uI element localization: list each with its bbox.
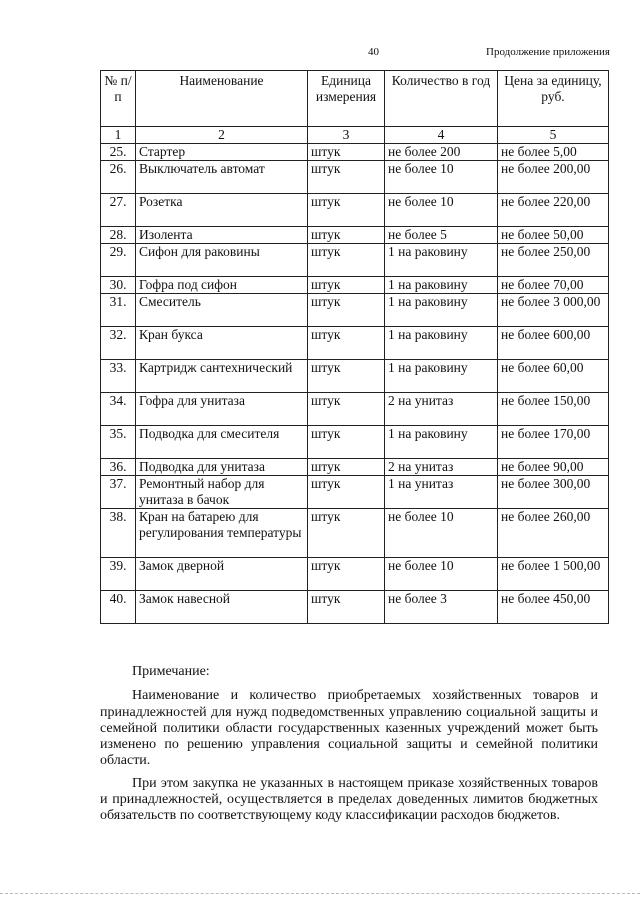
item-name: Замок навесной [136, 591, 308, 624]
item-price: не более 90,00 [498, 459, 609, 476]
item-name: Стартер [136, 144, 308, 161]
column-number: 3 [308, 127, 385, 144]
item-price: не более 220,00 [498, 194, 609, 227]
row-number: 36. [101, 459, 136, 476]
item-price: не более 60,00 [498, 360, 609, 393]
row-number: 34. [101, 393, 136, 426]
column-header-price: Цена за единицу, руб. [498, 71, 609, 127]
column-number: 2 [136, 127, 308, 144]
note-section [100, 664, 598, 825]
item-price: не более 300,00 [498, 476, 609, 509]
item-price: не более 5,00 [498, 144, 609, 161]
row-number: 32. [101, 327, 136, 360]
table-row [101, 426, 609, 459]
column-header-name: Наименование [136, 71, 308, 127]
item-quantity: 2 на унитаз [385, 393, 498, 426]
item-quantity: не более 5 [385, 227, 498, 244]
item-quantity: не более 10 [385, 558, 498, 591]
item-name: Сифон для раковины [136, 244, 308, 277]
item-name: Гофра под сифон [136, 277, 308, 294]
item-unit: штук [308, 476, 385, 509]
note-paragraph: Наименование и количество приобретаемых хозяйственных товаров и принадлежностей для нужд подведомственных управлению социальной защиты и семейной политики области государственных казенных учреждений может быть изменено по решению управления социальной защиты и семейной политики области. [100, 688, 598, 769]
table-row [101, 294, 609, 327]
item-unit: штук [308, 591, 385, 624]
item-quantity: 1 на раковину [385, 327, 498, 360]
row-number: 38. [101, 509, 136, 558]
item-name: Кран букса [136, 327, 308, 360]
column-header-quantity: Количество в год [385, 71, 498, 127]
item-quantity: 2 на унитаз [385, 459, 498, 476]
table-row [101, 327, 609, 360]
item-price: не более 600,00 [498, 327, 609, 360]
item-unit: штук [308, 509, 385, 558]
table-row [101, 509, 609, 558]
item-unit: штук [308, 227, 385, 244]
table-header-row [101, 71, 609, 127]
item-name: Кран на батарею для регулирования температуры [136, 509, 308, 558]
table-row [101, 360, 609, 393]
item-price: не более 3 000,00 [498, 294, 609, 327]
item-quantity: не более 10 [385, 161, 498, 194]
table-row [101, 144, 609, 161]
item-price: не более 250,00 [498, 244, 609, 277]
item-quantity: 1 на раковину [385, 244, 498, 277]
table-row [101, 591, 609, 624]
item-price: не более 70,00 [498, 277, 609, 294]
item-name: Гофра для унитаза [136, 393, 308, 426]
row-number: 28. [101, 227, 136, 244]
item-unit: штук [308, 360, 385, 393]
item-quantity: не более 3 [385, 591, 498, 624]
item-name: Выключатель автомат [136, 161, 308, 194]
table-row [101, 227, 609, 244]
row-number: 39. [101, 558, 136, 591]
item-unit: штук [308, 558, 385, 591]
item-quantity: не более 200 [385, 144, 498, 161]
continuation-note: Продолжение приложения [486, 46, 610, 58]
column-header-number: № п/п [101, 71, 136, 127]
item-name: Замок дверной [136, 558, 308, 591]
row-number: 29. [101, 244, 136, 277]
row-number: 27. [101, 194, 136, 227]
row-number: 25. [101, 144, 136, 161]
item-quantity: не более 10 [385, 509, 498, 558]
item-name: Изолента [136, 227, 308, 244]
item-unit: штук [308, 327, 385, 360]
item-unit: штук [308, 459, 385, 476]
table-row [101, 558, 609, 591]
item-quantity: 1 на раковину [385, 360, 498, 393]
page-number: 40 [368, 46, 379, 58]
item-name: Подводка для смесителя [136, 426, 308, 459]
page-bottom-divider [0, 893, 640, 894]
row-number: 31. [101, 294, 136, 327]
column-header-unit: Единица измерения [308, 71, 385, 127]
item-name: Подводка для унитаза [136, 459, 308, 476]
row-number: 33. [101, 360, 136, 393]
item-unit: штук [308, 426, 385, 459]
item-price: не более 1 500,00 [498, 558, 609, 591]
note-paragraph: При этом закупка не указанных в настоящем приказе хозяйственных товаров и принадлежностей, осуществляется в пределах доведенных лимитов бюджетных обязательств по соответствующему коду классификации расходов бюджетов. [100, 775, 598, 824]
item-unit: штук [308, 393, 385, 426]
table-row [101, 244, 609, 277]
item-name: Картридж сантехнический [136, 360, 308, 393]
item-quantity: 1 на раковину [385, 426, 498, 459]
note-title: Примечание: [132, 664, 210, 679]
row-number: 30. [101, 277, 136, 294]
item-quantity: 1 на унитаз [385, 476, 498, 509]
item-price: не более 170,00 [498, 426, 609, 459]
table-row [101, 476, 609, 509]
row-number: 26. [101, 161, 136, 194]
row-number: 37. [101, 476, 136, 509]
table-row [101, 277, 609, 294]
item-unit: штук [308, 144, 385, 161]
row-number: 40. [101, 591, 136, 624]
item-quantity: 1 на раковину [385, 277, 498, 294]
item-price: не более 200,00 [498, 161, 609, 194]
table-row [101, 161, 609, 194]
item-name: Смеситель [136, 294, 308, 327]
table-row [101, 194, 609, 227]
row-number: 35. [101, 426, 136, 459]
column-number: 4 [385, 127, 498, 144]
column-number-row [101, 127, 609, 144]
item-name: Ремонтный набор для унитаза в бачок [136, 476, 308, 509]
item-price: не более 260,00 [498, 509, 609, 558]
item-unit: штук [308, 277, 385, 294]
item-price: не более 450,00 [498, 591, 609, 624]
column-number: 5 [498, 127, 609, 144]
table-row [101, 459, 609, 476]
item-unit: штук [308, 294, 385, 327]
item-unit: штук [308, 244, 385, 277]
table-row [101, 393, 609, 426]
item-name: Розетка [136, 194, 308, 227]
item-price: не более 150,00 [498, 393, 609, 426]
item-unit: штук [308, 161, 385, 194]
column-number: 1 [101, 127, 136, 144]
item-unit: штук [308, 194, 385, 227]
items-table [100, 70, 609, 624]
item-quantity: 1 на раковину [385, 294, 498, 327]
item-price: не более 50,00 [498, 227, 609, 244]
item-quantity: не более 10 [385, 194, 498, 227]
